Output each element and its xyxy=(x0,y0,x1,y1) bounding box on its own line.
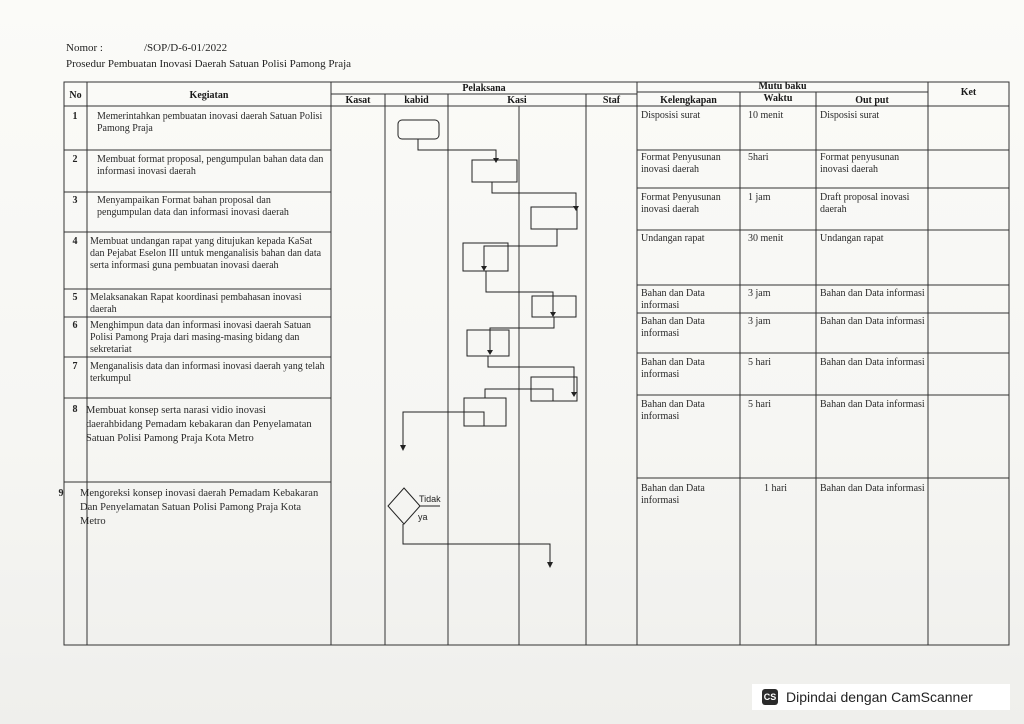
col-waktu: Waktu xyxy=(763,93,793,104)
row-9-waktu: 1 hari xyxy=(764,483,788,494)
row-7-kegiatan: Menganalisis data dan informasi inovasi daerah yang telah terkumpul xyxy=(90,361,325,384)
col-ket: Ket xyxy=(960,87,977,98)
row-8-kelengkapan: Bahan dan Data informasi xyxy=(641,399,705,422)
col-kelengkapan: Kelengkapan xyxy=(660,95,717,106)
row-9-kegiatan: Mengoreksi konsep inovasi daerah Pemadam Kebakaran Dan Penyelamatan Satuan Polisi Pamong Praja Kota Metro xyxy=(80,488,319,527)
row-4-kelengkapan: Undangan rapat xyxy=(641,233,705,244)
nomor-label: Nomor : xyxy=(66,42,103,54)
row-3-kegiatan: Menyampaikan Format bahan proposal dan pengumpulan data dan informasi inovasi daerah xyxy=(97,195,289,218)
nomor-value: /SOP/D-6-01/2022 xyxy=(144,42,228,54)
row-5-no: 5 xyxy=(72,292,78,303)
row-5-waktu: 3 jam xyxy=(748,288,771,299)
row-6-waktu: 3 jam xyxy=(748,316,771,327)
row-8-waktu: 5 hari xyxy=(748,399,772,410)
col-kabid: kabid xyxy=(404,95,429,106)
row-3-waktu: 1 jam xyxy=(748,192,771,203)
flow-process-2 xyxy=(472,160,517,182)
flow-decision xyxy=(388,488,420,524)
row-6-kelengkapan: Bahan dan Data informasi xyxy=(641,316,705,339)
row-1-kegiatan: Memerintahkan pembuatan inovasi daerah Satuan Polisi Pamong Praja xyxy=(97,111,323,134)
row-3-output: Draft proposal inovasi daerah xyxy=(820,192,910,215)
flow-process-3 xyxy=(531,207,577,229)
row-3-no: 3 xyxy=(72,195,78,206)
col-kasat: Kasat xyxy=(345,95,371,106)
decision-yes-label: ya xyxy=(418,512,428,522)
col-no: No xyxy=(69,90,82,101)
col-staf: Staf xyxy=(602,95,621,106)
row-4-output: Undangan rapat xyxy=(820,233,884,244)
row-9-kelengkapan: Bahan dan Data informasi xyxy=(641,483,705,506)
row-2-kegiatan: Membuat format proposal, pengumpulan bahan data dan informasi inovasi daerah xyxy=(97,154,324,177)
decision-no-label: Tidak xyxy=(419,494,441,504)
row-7-output: Bahan dan Data informasi xyxy=(820,357,925,368)
row-6-kegiatan: Menghimpun data dan informasi inovasi daerah Satuan Polisi Pamong Praja dari masing-masing bidang dan sekretariat xyxy=(90,320,312,355)
row-7-no: 7 xyxy=(72,361,78,372)
row-8-kegiatan: Membuat konsep serta narasi vidio inovasi daerahbidang Pemadam kebakaran dan Penyelamatan Satuan Polisi Pamong Praja Kota Metro xyxy=(86,405,312,444)
camscanner-icon: CS xyxy=(762,689,778,705)
row-9-output: Bahan dan Data informasi xyxy=(820,483,925,494)
camscanner-text: Dipindai dengan CamScanner xyxy=(786,689,973,705)
row-2-no: 2 xyxy=(72,154,78,165)
row-2-output: Format penyusunan inovasi daerah xyxy=(820,152,900,175)
document-title: Prosedur Pembuatan Inovasi Daerah Satuan Polisi Pamong Praja xyxy=(66,58,352,70)
camscanner-watermark xyxy=(752,684,1010,710)
row-6-no: 6 xyxy=(72,320,78,331)
row-5-kegiatan: Melaksanakan Rapat koordinasi pembahasan inovasi daerah xyxy=(90,292,302,315)
col-kegiatan: Kegiatan xyxy=(189,90,229,101)
flowchart xyxy=(388,120,577,562)
row-8-output: Bahan dan Data informasi xyxy=(820,399,925,410)
row-7-waktu: 5 hari xyxy=(748,357,772,368)
row-1-no: 1 xyxy=(72,111,78,122)
row-5-output: Bahan dan Data informasi xyxy=(820,288,925,299)
row-1-output: Disposisi surat xyxy=(820,110,880,121)
row-9-no: 9 xyxy=(58,488,64,499)
row-4-kegiatan: Membuat undangan rapat yang ditujukan kepada KaSat dan Pejabat Eselon III untuk menganalisis bahan dan data serta informasi guna pembuatan inovasi daerah xyxy=(90,236,322,271)
col-pelaksana: Pelaksana xyxy=(462,83,506,94)
row-2-waktu: 5hari xyxy=(748,152,769,163)
col-kasi: Kasi xyxy=(507,95,527,106)
flow-start-terminator xyxy=(398,120,439,139)
col-mutu-baku: Mutu baku xyxy=(758,81,807,92)
row-1-kelengkapan: Disposisi surat xyxy=(641,110,701,121)
flow-process-6 xyxy=(467,330,509,356)
row-2-kelengkapan: Format Penyusunan inovasi daerah xyxy=(641,152,721,175)
row-1-waktu: 10 menit xyxy=(748,110,784,121)
row-5-kelengkapan: Bahan dan Data informasi xyxy=(641,288,705,311)
row-4-waktu: 30 menit xyxy=(748,233,784,244)
row-8-no: 8 xyxy=(72,404,78,415)
row-4-no: 4 xyxy=(72,236,78,247)
row-3-kelengkapan: Format Penyusunan inovasi daerah xyxy=(641,192,721,215)
col-output: Out put xyxy=(855,95,889,106)
row-6-output: Bahan dan Data informasi xyxy=(820,316,925,327)
row-7-kelengkapan: Bahan dan Data informasi xyxy=(641,357,705,380)
